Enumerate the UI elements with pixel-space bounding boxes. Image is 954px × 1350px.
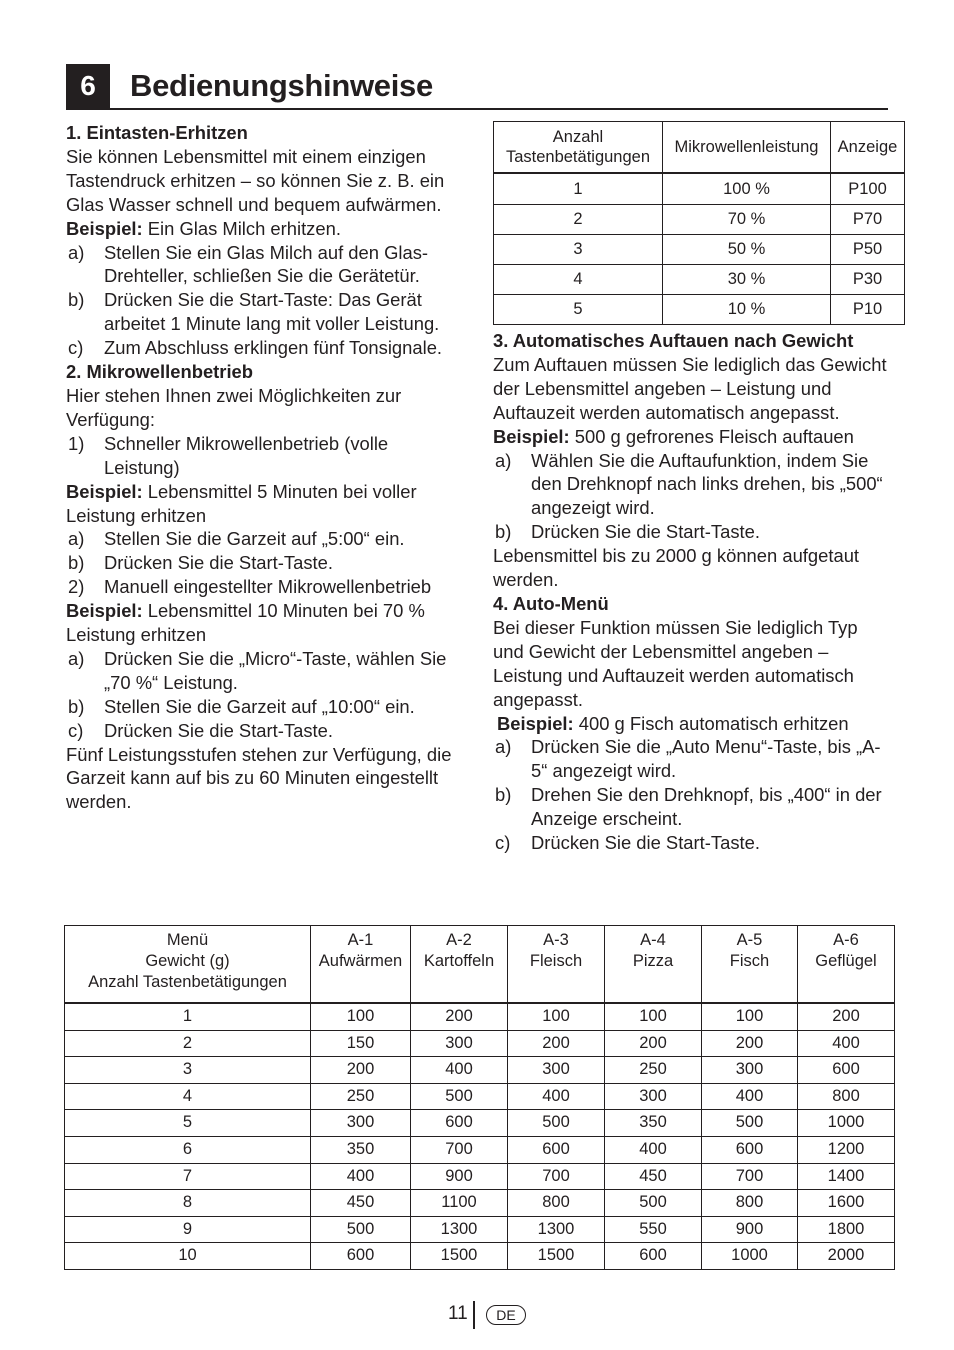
table-cell: 9 — [65, 1216, 311, 1243]
table-cell: 70 % — [663, 205, 831, 235]
table-cell: 1 — [494, 173, 663, 205]
right-column — [493, 329, 893, 855]
page-number: 11 — [448, 1303, 468, 1324]
section-3-example — [493, 425, 893, 449]
menu-code: A-5 — [736, 931, 763, 949]
list-marker: b) — [68, 289, 85, 311]
list-text: Drücken Sie die Start-Taste. — [104, 719, 333, 741]
section-2-outro: Fünf Leistungsstufen stehen zur Verfügung, die Garzeit kann auf bis zu 60 Minuten eingestellt werden. — [66, 743, 452, 813]
menu-name: Pizza — [632, 952, 674, 970]
table-cell: 600 — [411, 1110, 508, 1137]
section-1-example — [66, 217, 461, 241]
language-badge: DE — [486, 1305, 526, 1325]
table-cell: 600 — [702, 1136, 798, 1163]
example-text: 400 g Fisch automatisch erhitzen — [573, 712, 849, 734]
list-text: Wählen Sie die Auftaufunktion, indem Sie den Drehknopf nach links drehen, bis „500“ angezeigt wird. — [531, 449, 883, 519]
table-cell: 600 — [798, 1057, 895, 1084]
menu-code: A-1 — [347, 931, 374, 949]
section-2-title: 2. Mikrowellenbetrieb — [66, 361, 254, 383]
table-row — [494, 235, 905, 265]
table-cell: 4 — [494, 265, 663, 295]
table-cell: 500 — [605, 1190, 702, 1217]
table-cell: 350 — [605, 1110, 702, 1137]
table-cell: 800 — [508, 1190, 605, 1217]
list-marker: a) — [68, 241, 85, 263]
table-cell: 8 — [65, 1190, 311, 1217]
example-text: Lebensmittel 5 Minuten bei voller Leistung erhitzen — [66, 480, 417, 526]
table-cell: 150 — [311, 1030, 411, 1057]
example-label: Beispiel: — [66, 217, 143, 239]
table-cell: 7 — [65, 1163, 311, 1190]
chapter-header — [66, 64, 888, 110]
table-cell: 1800 — [798, 1216, 895, 1243]
table-row — [65, 1136, 895, 1163]
section-3-outro: Lebensmittel bis zu 2000 g können aufgetaut werden. — [493, 545, 860, 591]
list-text: Drehen Sie den Drehknopf, bis „400“ in der Anzeige erscheint. — [531, 784, 882, 830]
example-label: Beispiel: — [66, 480, 143, 502]
table-cell: 350 — [311, 1136, 411, 1163]
table-cell: 600 — [311, 1243, 411, 1270]
menu-name: Aufwärmen — [318, 952, 403, 970]
table-row — [494, 265, 905, 295]
list-item — [66, 336, 461, 360]
table-cell: 100 — [702, 1003, 798, 1030]
table-header-cell — [508, 926, 605, 1004]
table-row — [65, 1110, 895, 1137]
table-cell: 50 % — [663, 235, 831, 265]
table-cell: 100 % — [663, 173, 831, 205]
section-4-steps — [493, 735, 893, 855]
table-cell: 400 — [411, 1057, 508, 1084]
list-marker: a) — [68, 647, 85, 669]
list-text: Drücken Sie die Start-Taste. — [104, 552, 333, 574]
table-cell: 5 — [494, 295, 663, 325]
table-cell: 250 — [311, 1083, 411, 1110]
list-marker: a) — [495, 449, 512, 471]
table-header-cell — [65, 926, 311, 1004]
section-2-option-1 — [66, 432, 461, 480]
section-2-intro: Hier stehen Ihnen zwei Möglichkeiten zur Verfügung: — [66, 384, 402, 430]
list-marker: c) — [68, 719, 84, 741]
list-marker: c) — [495, 832, 511, 854]
table-cell: 10 — [65, 1243, 311, 1270]
table-row — [65, 1243, 895, 1270]
menu-code: A-6 — [833, 931, 859, 949]
table-cell: 30 % — [663, 265, 831, 295]
table-cell: P70 — [831, 205, 905, 235]
list-marker: 1) — [68, 432, 85, 454]
table-cell: P30 — [831, 265, 905, 295]
section-4-example — [493, 712, 893, 736]
table-cell: 400 — [311, 1163, 411, 1190]
example-label: Beispiel: — [497, 712, 574, 734]
list-item — [493, 520, 893, 544]
table-cell: 1500 — [411, 1243, 508, 1270]
table-cell: 2 — [65, 1030, 311, 1057]
list-text: Drücken Sie die Start-Taste. — [531, 521, 760, 543]
power-level-table — [493, 121, 905, 325]
table-cell: 2000 — [798, 1243, 895, 1270]
table-cell: 200 — [798, 1003, 895, 1030]
list-item — [66, 527, 461, 551]
section-4-intro: Bei dieser Funktion müssen Sie lediglich Typ und Gewicht der Lebensmittel angeben – Leistung und Auftauzeit werden automatisch angepasst. — [493, 616, 858, 710]
table-cell: 1000 — [798, 1110, 895, 1137]
table-row — [494, 205, 905, 235]
table-cell: 200 — [702, 1030, 798, 1057]
table-cell: 200 — [311, 1057, 411, 1084]
example-label: Beispiel: — [493, 425, 570, 447]
table-cell: 600 — [508, 1136, 605, 1163]
table-cell: 1400 — [798, 1163, 895, 1190]
chapter-title: Bedienungshinweise — [130, 68, 433, 103]
menu-name: Kartoffeln — [423, 952, 495, 970]
list-marker: b) — [495, 784, 512, 806]
table-cell: 300 — [605, 1083, 702, 1110]
list-marker: b) — [495, 521, 512, 543]
table-cell: 6 — [65, 1136, 311, 1163]
list-text: Drücken Sie die Start-Taste: Das Gerät arbeitet 1 Minute lang mit voller Leistung. — [104, 289, 440, 335]
section-2-option-2 — [66, 575, 461, 599]
table-cell: 100 — [311, 1003, 411, 1030]
header-line: Menü — [166, 931, 209, 949]
section-4-title: 4. Auto-Menü — [493, 592, 609, 614]
table-header-cell — [311, 926, 411, 1004]
list-item — [66, 288, 461, 336]
table-cell: 500 — [508, 1110, 605, 1137]
table-cell: 600 — [605, 1243, 702, 1270]
menu-code: A-3 — [543, 931, 569, 949]
table-cell: 250 — [605, 1057, 702, 1084]
table-cell: P10 — [831, 295, 905, 325]
table-header-cell — [605, 926, 702, 1004]
table-row — [65, 1083, 895, 1110]
list-text: Stellen Sie die Garzeit auf „10:00“ ein. — [104, 695, 415, 717]
list-text: Schneller Mikrowellenbetrieb (volle Leistung) — [104, 432, 389, 478]
list-item — [66, 241, 461, 289]
list-marker: b) — [68, 695, 85, 717]
section-3-steps — [493, 449, 893, 545]
table-header-cell: Anzahl Tastenbetätigungen — [494, 122, 663, 174]
list-text: Zum Abschluss erklingen fünf Tonsignale. — [104, 337, 443, 359]
menu-name: Fleisch — [529, 952, 583, 970]
table-cell: P100 — [831, 173, 905, 205]
section-1-steps — [66, 241, 461, 361]
table-cell: 1100 — [411, 1190, 508, 1217]
table-cell: 10 % — [663, 295, 831, 325]
list-text: Drücken Sie die „Micro“-Taste, wählen Sie „70 %“ Leistung. — [104, 647, 447, 693]
list-item — [493, 783, 893, 831]
table-cell: 1000 — [702, 1243, 798, 1270]
table-cell: 900 — [411, 1163, 508, 1190]
table-cell: 1200 — [798, 1136, 895, 1163]
table-cell: 100 — [605, 1003, 702, 1030]
table-cell: 1600 — [798, 1190, 895, 1217]
table-cell: 400 — [798, 1030, 895, 1057]
menu-name: Geflügel — [815, 952, 877, 970]
table-header-cell: Anzeige — [831, 122, 905, 174]
table-cell: 5 — [65, 1110, 311, 1137]
table-cell: 3 — [65, 1057, 311, 1084]
table-cell: 1 — [65, 1003, 311, 1030]
list-item — [493, 735, 893, 783]
auto-menu-table — [64, 925, 895, 1270]
table-cell: 1300 — [411, 1216, 508, 1243]
table-cell: P50 — [831, 235, 905, 265]
table-header-cell — [702, 926, 798, 1004]
table-row — [65, 1057, 895, 1084]
list-marker: a) — [495, 736, 512, 758]
table-cell: 700 — [702, 1163, 798, 1190]
table-cell: 400 — [702, 1083, 798, 1110]
table-row — [494, 295, 905, 325]
menu-code: A-4 — [640, 931, 666, 949]
list-item — [66, 647, 461, 695]
table-cell: 200 — [605, 1030, 702, 1057]
table-cell: 200 — [508, 1030, 605, 1057]
list-item — [66, 695, 461, 719]
table-header-cell: Mikrowellenleistung — [663, 122, 831, 174]
list-text: Drücken Sie die Start-Taste. — [531, 832, 760, 854]
section-1-title: 1. Eintasten-Erhitzen — [66, 122, 248, 143]
list-marker: a) — [68, 528, 85, 550]
table-cell: 4 — [65, 1083, 311, 1110]
table-cell: 700 — [411, 1136, 508, 1163]
menu-name: Fisch — [729, 952, 770, 970]
table-header-cell — [411, 926, 508, 1004]
example-label: Beispiel: — [66, 600, 143, 622]
table-cell: 400 — [605, 1136, 702, 1163]
section-1-intro: Sie können Lebensmittel mit einem einzigen Tastendruck erhitzen – so können Sie z. B. ein Glas Wasser schnell und bequem aufwärmen. — [66, 145, 445, 215]
table-row — [65, 1030, 895, 1057]
list-marker: b) — [68, 552, 85, 574]
list-marker: 2) — [68, 576, 85, 598]
list-text: Stellen Sie ein Glas Milch auf den Glas-Drehteller, schließen Sie die Gerätetür. — [104, 241, 429, 287]
table-cell: 550 — [605, 1216, 702, 1243]
list-item — [493, 449, 893, 521]
table-cell: 800 — [798, 1083, 895, 1110]
table-cell: 300 — [311, 1110, 411, 1137]
power-table-body — [494, 173, 905, 325]
section-2-example-1-steps — [66, 527, 461, 575]
table-row — [65, 1003, 895, 1030]
menu-code: A-2 — [446, 931, 472, 949]
menu-table-body — [65, 1003, 895, 1269]
section-3-intro: Zum Auftauen müssen Sie lediglich das Gewicht der Lebensmittel angeben – Leistung und Auftauzeit werden automatisch angepasst. — [493, 353, 887, 423]
table-cell: 800 — [702, 1190, 798, 1217]
table-cell: 3 — [494, 235, 663, 265]
example-text: Lebensmittel 10 Minuten bei 70 % Leistung erhitzen — [66, 600, 425, 646]
table-row — [65, 1163, 895, 1190]
table-row — [494, 173, 905, 205]
table-cell: 450 — [311, 1190, 411, 1217]
table-cell: 300 — [702, 1057, 798, 1084]
table-header-cell — [798, 926, 895, 1004]
chapter-number: 6 — [66, 64, 110, 108]
table-cell: 1500 — [508, 1243, 605, 1270]
table-cell: 2 — [494, 205, 663, 235]
table-row — [65, 1190, 895, 1217]
table-cell: 900 — [702, 1216, 798, 1243]
section-2-example-2 — [66, 599, 461, 647]
footer-divider — [473, 1301, 475, 1329]
section-2-example-1 — [66, 480, 461, 528]
list-item — [66, 551, 461, 575]
table-cell: 200 — [411, 1003, 508, 1030]
table-cell: 300 — [508, 1057, 605, 1084]
table-cell: 500 — [702, 1110, 798, 1137]
table-cell: 300 — [411, 1030, 508, 1057]
list-text: Drücken Sie die „Auto Menu“-Taste, bis „A-5“ angezeigt wird. — [531, 736, 881, 782]
list-text: Stellen Sie die Garzeit auf „5:00“ ein. — [104, 528, 405, 550]
list-text: Manuell eingestellter Mikrowellenbetrieb — [104, 576, 432, 598]
list-item — [493, 831, 893, 855]
example-text: 500 g gefrorenes Fleisch auftauen — [569, 425, 854, 447]
table-cell: 100 — [508, 1003, 605, 1030]
table-cell: 500 — [411, 1083, 508, 1110]
left-column — [66, 121, 461, 814]
menu-table-header-row — [65, 926, 895, 1004]
list-item — [66, 719, 461, 743]
example-text: Ein Glas Milch erhitzen. — [142, 217, 341, 239]
header-line: Anzahl Tastenbetätigungen — [88, 973, 287, 991]
table-cell: 700 — [508, 1163, 605, 1190]
table-cell: 400 — [508, 1083, 605, 1110]
section-3-title: 3. Automatisches Auftauen nach Gewicht — [493, 330, 854, 351]
section-2-example-2-steps — [66, 647, 461, 743]
header-line: Gewicht (g) — [145, 952, 230, 970]
table-cell: 450 — [605, 1163, 702, 1190]
list-marker: c) — [68, 337, 84, 359]
table-cell: 1300 — [508, 1216, 605, 1243]
table-row — [65, 1216, 895, 1243]
table-cell: 500 — [311, 1216, 411, 1243]
